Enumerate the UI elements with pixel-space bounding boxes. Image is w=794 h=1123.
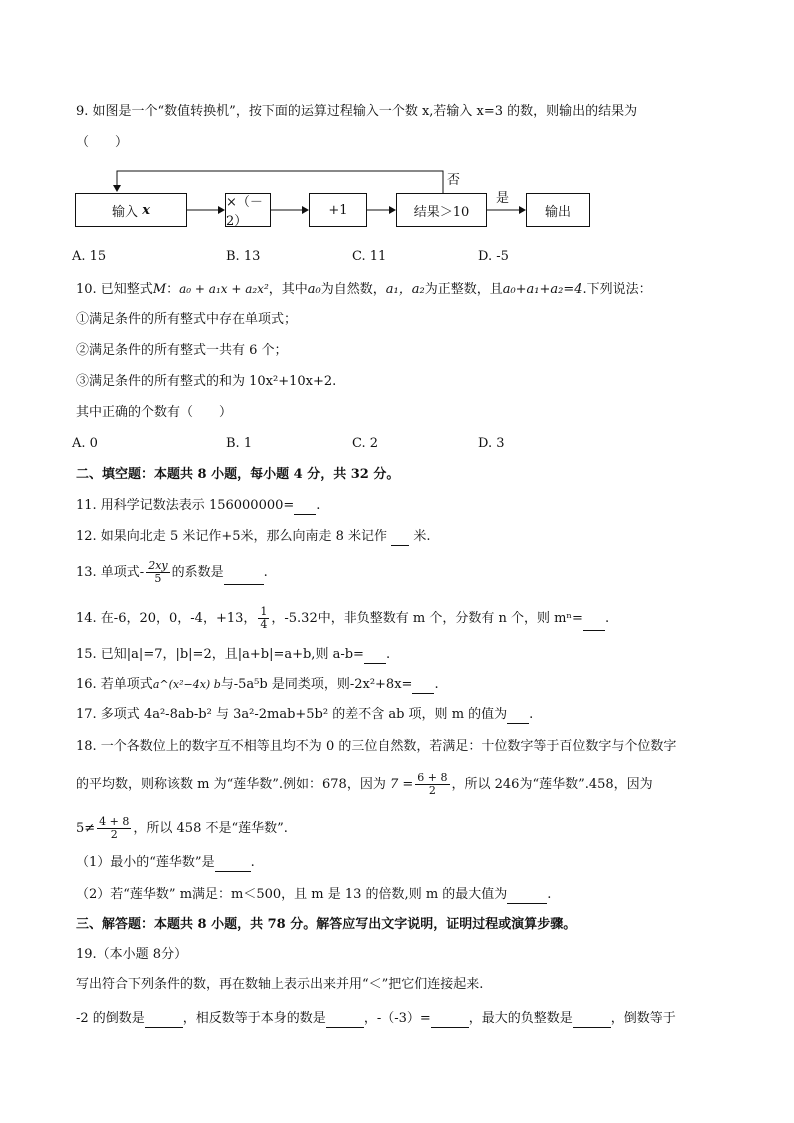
q10-text: 10. 已知整式M：a₀ + a₁x + a₂x²，其中a₀为自然数，a₁，a₂为正整数，且a₀+a₁+a₂=4.下列说法： (76, 282, 652, 297)
q19-heading: 19.（本小题 8分） (76, 947, 188, 962)
flow-add-box (309, 193, 367, 227)
q10-statement-2: ②满足条件的所有整式一共有 6 个； (76, 343, 288, 358)
q9-option-c: C. 11 (352, 249, 387, 264)
q18-line-1: 18. 一个各数位上的数字互不相等且均不为 0 的三位自然数，若满足：十位数字等于百位数字与个位数字 (76, 739, 677, 754)
q9-option-b: B. 13 (226, 249, 261, 264)
q9-option-d: D. -5 (478, 249, 509, 264)
q12-text: 12. 如果向北走 5 米记作+5米，那么向南走 8 米记作 米. (76, 529, 431, 544)
q13-text: 13. 单项式- $\frac{2xy}{5}$ 的系数是 . (76, 559, 268, 585)
section-2-heading: 二、填空题：本题共 8 小题，每小题 4 分，共 32 分。 (76, 467, 400, 482)
q18-line-2: 的平均数，则称该数 m 为“莲华数”.例如：678，因为 7 = $\frac{6 + 8}{2}$ ，所以 246为“莲华数”.458，因为 (76, 771, 653, 797)
q17-text: 17. 多项式 4a²-8ab-b² 与 3a²-2mab+5b² 的差不含 ab 项，则 m 的值为 . (76, 707, 534, 722)
q10-statement-1: ①满足条件的所有整式中存在单项式； (76, 312, 298, 327)
q10-statement-3: ③满足条件的所有整式的和为 10x²+10x+2. (76, 374, 337, 389)
q19-line-2: -2 的倒数是 ，相反数等于本身的数是 ，-（-3）= ，最大的负整数是 ，倒数等于 (76, 1011, 676, 1026)
q11-text: 11. 用科学记数法表示 156000000= . (76, 498, 321, 513)
flow-output-box (526, 193, 590, 227)
q10-option-c: C. 2 (352, 436, 379, 451)
q18-line-3: 5≠ $\frac{4 + 8}{2}$ ，所以 458 不是“莲华数”. (76, 815, 288, 841)
q9-option-a: A. 15 (72, 249, 107, 264)
q10-option-b: B. 1 (226, 436, 253, 451)
flow-add-label: +1 (328, 202, 348, 218)
flow-multiply-label: ×（－2） (226, 195, 263, 229)
flow-no-label: 否 (447, 173, 461, 188)
q10-option-a: A. 0 (72, 436, 98, 451)
q14-text: 14. 在-6，20，0，-4，+13， $\frac{1}{4}$ ，-5.32中，非负整数有 m 个，分数有 n 个，则 mⁿ= . (76, 605, 610, 631)
section-3-heading: 三、解答题：本题共 8 小题，共 78 分。解答应写出文字说明，证明过程或演算步骤。 (76, 917, 577, 932)
q19-line-1: 写出符合下列条件的数，再在数轴上表示出来并用“＜”把它们连接起来. (76, 977, 484, 992)
flow-condition-box (396, 193, 487, 227)
q18-part-2: （2）若“莲华数” m满足：m＜500，且 m 是 13 的倍数,则 m 的最大值为 . (76, 887, 552, 902)
q10-ask: 其中正确的个数有（ ） (76, 405, 233, 420)
flow-input-var: x (142, 202, 150, 218)
q9-paren: （ ） (76, 135, 129, 150)
flow-output-label: 输出 (544, 204, 571, 220)
q9-text: 9. 如图是一个“数值转换机”，按下面的运算过程输入一个数 x,若输入 x=3 的数，则输出的结果为 (76, 104, 638, 119)
q18-part-1: （1）最小的“莲华数”是 . (76, 855, 255, 870)
flow-condition-label: 结果＞10 (413, 204, 470, 220)
flow-input-box (75, 193, 187, 227)
q16-text: 16. 若单项式a^(x²−4x) b与-5a⁵b 是同类项，则-2x²+8x= . (76, 677, 439, 692)
flow-multiply-box (225, 193, 271, 227)
q10-option-d: D. 3 (478, 436, 505, 451)
q15-text: 15. 已知|a|=7，|b|=2，且|a+b|=a+b,则 a-b= . (76, 647, 391, 662)
flow-yes-label: 是 (496, 191, 510, 206)
flow-input-label: 输入 (112, 204, 139, 220)
